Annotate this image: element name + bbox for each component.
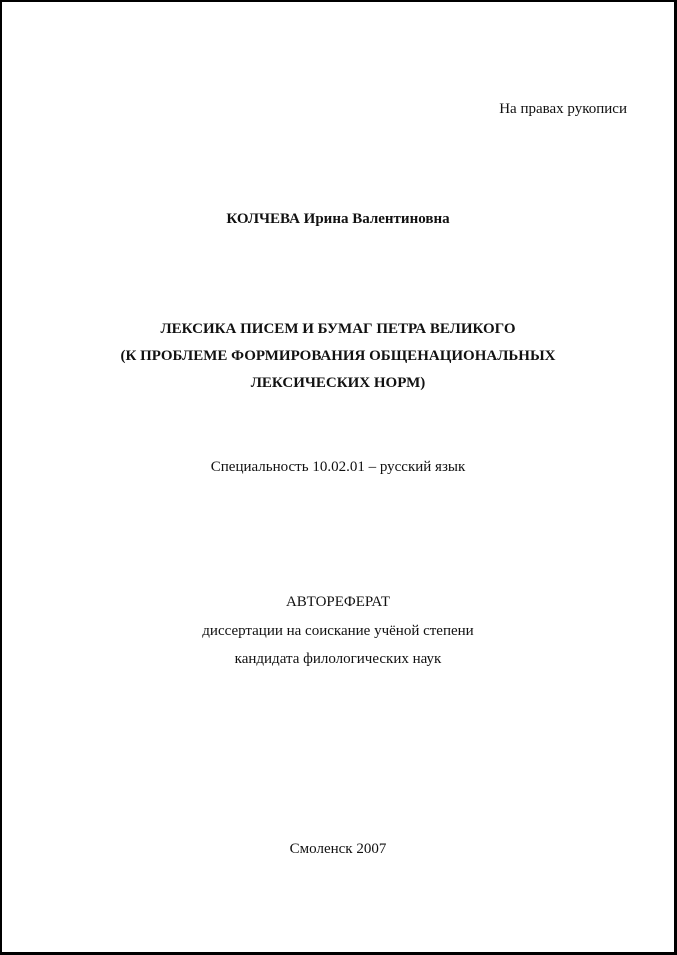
title-line-1: ЛЕКСИКА ПИСЕМ И БУМАГ ПЕТРА ВЕЛИКОГО (160, 321, 516, 337)
author-name: КОЛЧЕВА Ирина Валентиновна (226, 211, 450, 227)
title-line-3: ЛЕКСИЧЕСКИХ НОРМ) (250, 375, 426, 391)
title-line-2: (К ПРОБЛЕМЕ ФОРМИРОВАНИЯ ОБЩЕНАЦИОНАЛЬНЫХ (120, 348, 556, 364)
degree-line-1: диссертации на соискание учёной степени (202, 623, 474, 639)
rights-note: На правах рукописи (499, 101, 627, 117)
document-type: АВТОРЕФЕРАТ (285, 594, 391, 610)
city-year: Смоленск 2007 (289, 841, 387, 857)
speciality: Специальность 10.02.01 – русский язык (210, 459, 466, 475)
degree-line-2: кандидата филологических наук (234, 651, 442, 667)
